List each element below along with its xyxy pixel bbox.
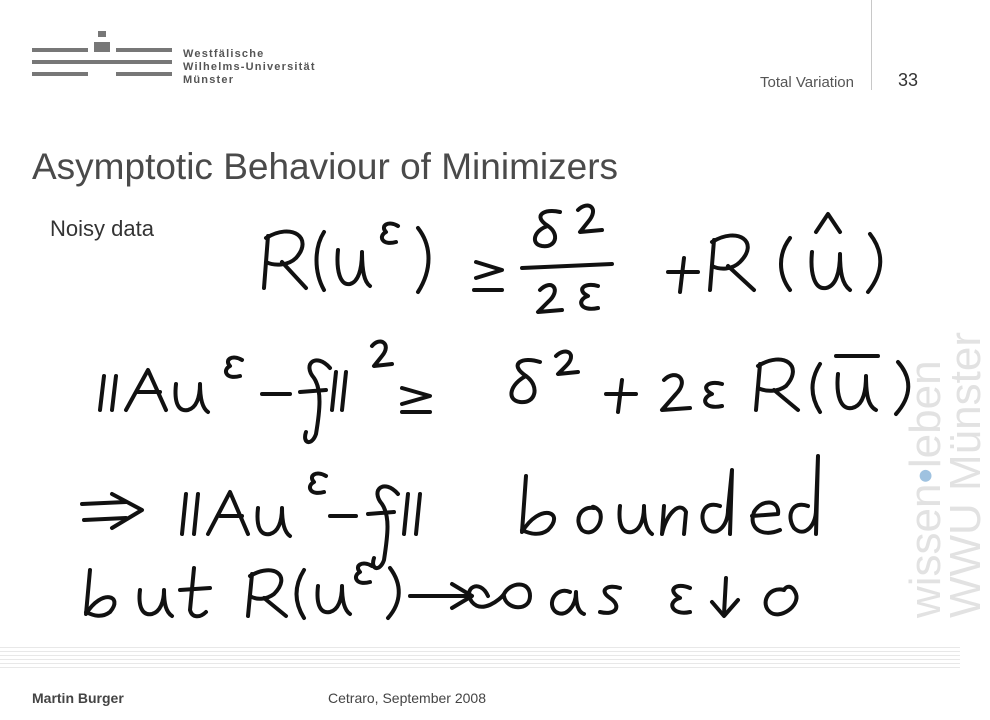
watermark-word-1: wissen xyxy=(901,483,950,618)
logo-line-1: Westfälische xyxy=(183,48,265,60)
handwritten-line-4 xyxy=(86,564,797,618)
handwritten-line-3 xyxy=(82,456,818,568)
slide-subtitle: Noisy data xyxy=(50,216,154,241)
footer-author: Martin Burger xyxy=(32,690,124,706)
logo-line-2: Wilhelms-Universität xyxy=(183,61,316,73)
watermark-dot: • xyxy=(901,468,950,484)
footer-event: Cetraro, September 2008 xyxy=(328,690,486,706)
slide-title: Asymptotic Behaviour of Minimizers xyxy=(32,146,619,187)
logo-line-3: Münster xyxy=(183,74,235,86)
page-number: 33 xyxy=(898,70,919,90)
handwritten-line-2 xyxy=(100,341,908,442)
watermark-line-2: WWU Münster xyxy=(941,332,990,618)
section-label: Total Variation xyxy=(760,74,854,91)
watermark-word-2: leben xyxy=(901,360,950,469)
footer-divider xyxy=(0,647,960,671)
handwritten-line-1 xyxy=(264,206,880,312)
